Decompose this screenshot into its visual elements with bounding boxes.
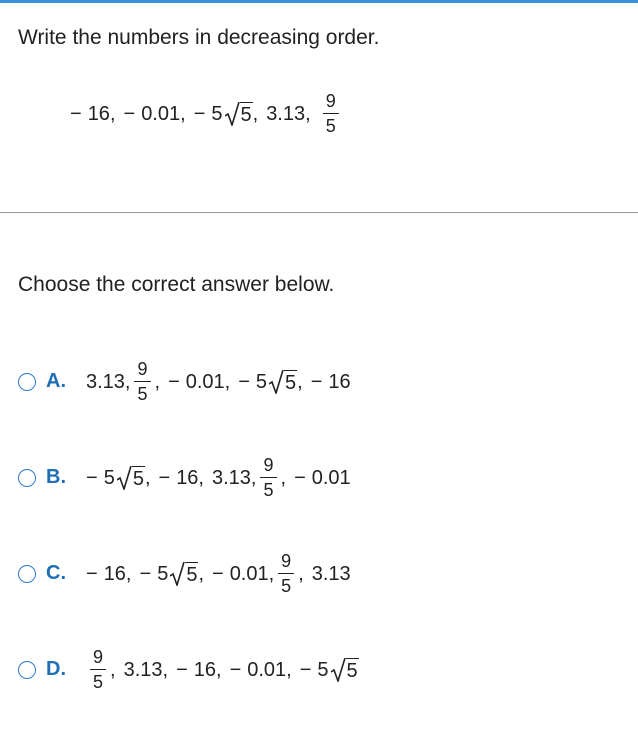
top-accent-bar xyxy=(0,0,638,3)
option-c-expression: − 16, − 5 5 , − 0.01, $\frac{9}{5}$ , 3.13 xyxy=(86,551,351,596)
square-root: 5 xyxy=(269,370,297,394)
question-expression xyxy=(70,92,343,136)
radical-sign-icon xyxy=(170,562,185,586)
radical-sign-icon xyxy=(117,466,132,490)
number-2: − 0.01 , xyxy=(123,102,186,125)
radical-sign-icon xyxy=(225,102,240,126)
question-title: Write the numbers in decreasing order. xyxy=(18,26,380,49)
number-1: − 16 , xyxy=(70,102,116,125)
square-root: 5 xyxy=(117,466,145,490)
option-c[interactable] xyxy=(18,552,351,596)
fraction: $\frac{9}{5}$ xyxy=(90,648,106,692)
number-5-fraction: $\frac{9}{5}$ xyxy=(323,92,339,136)
option-d-letter: D. xyxy=(46,658,66,681)
fraction: $\frac{9}{5}$ xyxy=(134,360,150,404)
option-d-expression: $\frac{9}{5}$ , 3.13, − 16, − 0.01, − 5 5 xyxy=(86,648,359,692)
option-a-letter: A. xyxy=(46,370,66,393)
option-c-radio[interactable] xyxy=(18,565,36,583)
option-d-radio[interactable] xyxy=(18,661,36,679)
square-root: 5 xyxy=(331,658,359,682)
answer-prompt: Choose the correct answer below. xyxy=(18,273,335,296)
option-c-letter: C. xyxy=(46,562,66,585)
radical-sign-icon xyxy=(269,370,284,394)
number-4: 3.13 , xyxy=(266,102,311,125)
option-a-expression: 3.13, $\frac{9}{5}$ , − 0.01, − 5 5 , − 16 xyxy=(86,359,351,404)
square-root: 5 xyxy=(170,562,198,586)
option-b-expression: − 5 5 , − 16, 3.13, $\frac{9}{5}$ , − 0.01 xyxy=(86,455,351,500)
option-b-letter: B. xyxy=(46,466,66,489)
option-d[interactable] xyxy=(18,648,359,692)
option-b[interactable] xyxy=(18,456,351,500)
section-divider xyxy=(0,212,638,213)
radical-sign-icon xyxy=(331,658,346,682)
fraction: $\frac{9}{5}$ xyxy=(278,552,294,596)
option-a-radio[interactable] xyxy=(18,373,36,391)
square-root: 5 xyxy=(225,102,253,126)
option-a[interactable] xyxy=(18,360,351,404)
number-3: − 5 5 , xyxy=(193,102,259,126)
fraction: $\frac{9}{5}$ xyxy=(260,456,276,500)
option-b-radio[interactable] xyxy=(18,469,36,487)
